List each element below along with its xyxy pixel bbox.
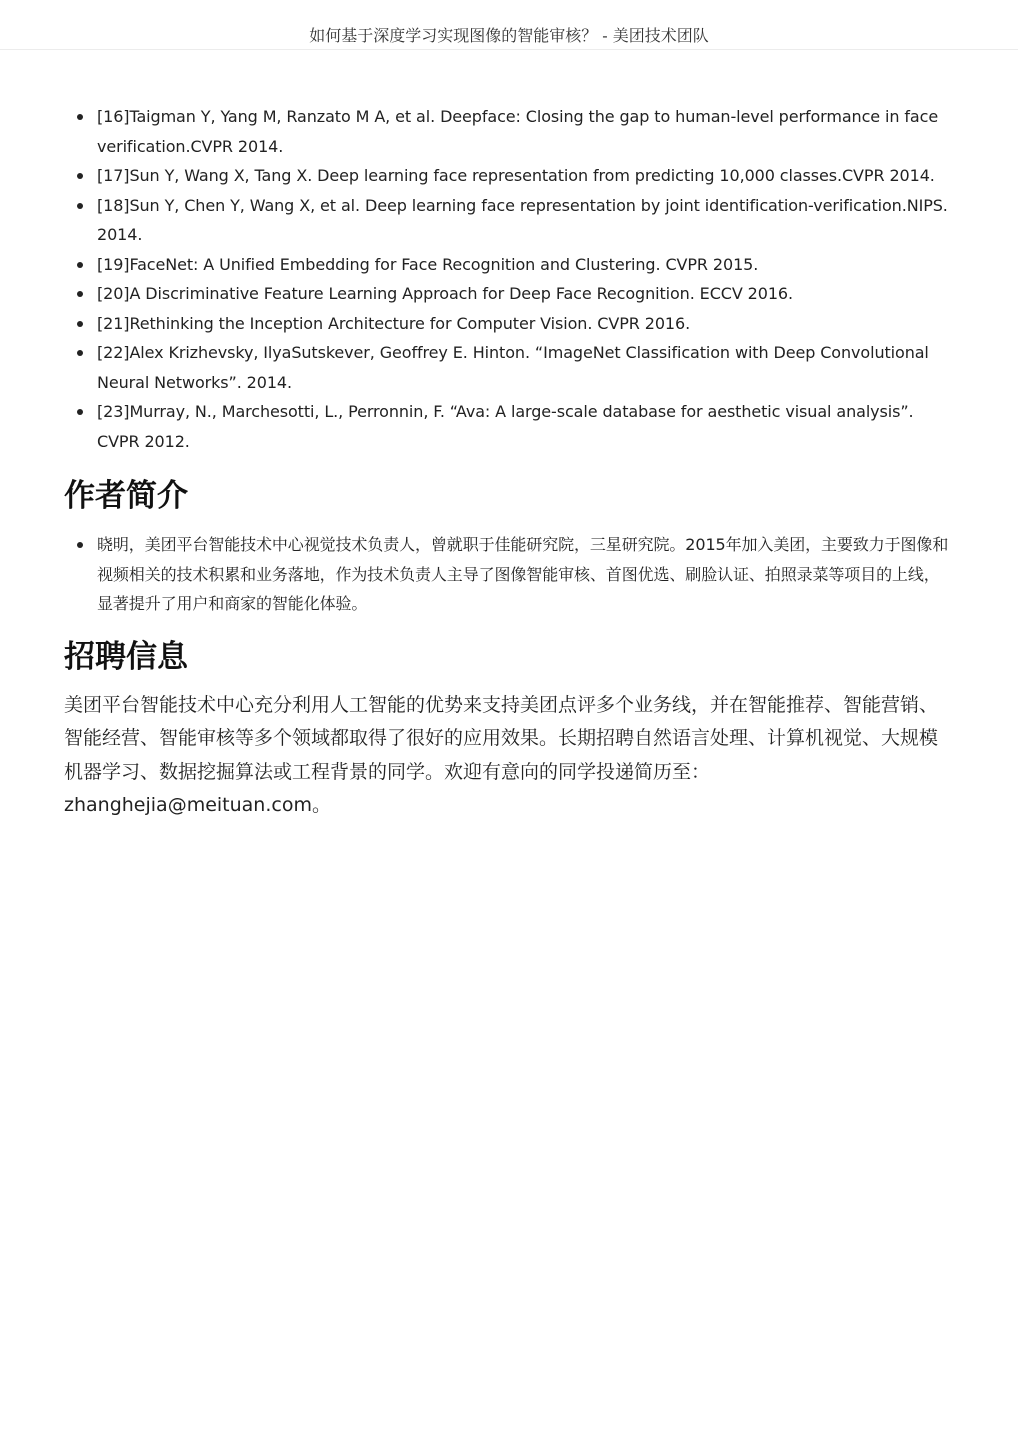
author-section-title: 作者简介 [64,478,188,514]
author-bio: 晓明，美团平台智能技术中心视觉技术负责人，曾就职于佳能研究院，三星研究院。2015年加入美团，主要致力于图像和视频相关的技术积累和业务落地，作为技术负责人主导了图像智能审核、首图优选、刷脸认证、拍照录菜等项目的上线，显著提升了用户和商家的智能化体验。 [97,530,954,619]
reference-item-23: [23]Murray, N., Marchesotti, L., Perronnin, F. “Ava: A large-scale database for aesthetic visual analysis”. CVPR 2012. [97,397,954,456]
reference-list [64,102,954,456]
reference-item-16: [16]Taigman Y, Yang M, Ranzato M A, et al. Deepface: Closing the gap to human-level performance in face verification.CVPR 2014. [97,102,954,161]
page-header [0,0,1018,50]
page-header-title: 如何基于深度学习实现图像的智能审核？ - 美团技术团队 [309,26,709,45]
reference-item-17: [17]Sun Y, Wang X, Tang X. Deep learning face representation from predicting 10,000 classes.CVPR 2014. [97,161,954,191]
recruit-paragraph [64,689,954,823]
reference-item-22: [22]Alex Krizhevsky, IlyaSutskever, Geoffrey E. Hinton. “ImageNet Classification with Deep Convolutional Neural Networks”. 2014. [97,338,954,397]
recruit-suffix: 。 [311,794,331,816]
article-content [64,102,954,823]
recruit-text: 美团平台智能技术中心充分利用人工智能的优势来支持美团点评多个业务线，并在智能推荐、智能营销、智能经营、智能审核等多个领域都取得了很好的应用效果。长期招聘自然语言处理、计算机视觉、大规模机器学习、数据挖掘算法或工程背景的同学。欢迎有意向的同学投递简历至： [64,693,939,783]
reference-item-19: [19]FaceNet: A Unified Embedding for Face Recognition and Clustering. CVPR 2015. [97,250,954,280]
author-list [64,530,954,619]
reference-item-18: [18]Sun Y, Chen Y, Wang X, et al. Deep learning face representation by joint identification-verification.NIPS. 2014. [97,191,954,250]
reference-item-20: [20]A Discriminative Feature Learning Approach for Deep Face Recognition. ECCV 2016. [97,279,954,309]
recruit-email: zhanghejia@meituan.com [64,794,312,816]
recruit-section-title: 招聘信息 [64,638,188,675]
reference-item-21: [21]Rethinking the Inception Architecture for Computer Vision. CVPR 2016. [97,309,954,339]
